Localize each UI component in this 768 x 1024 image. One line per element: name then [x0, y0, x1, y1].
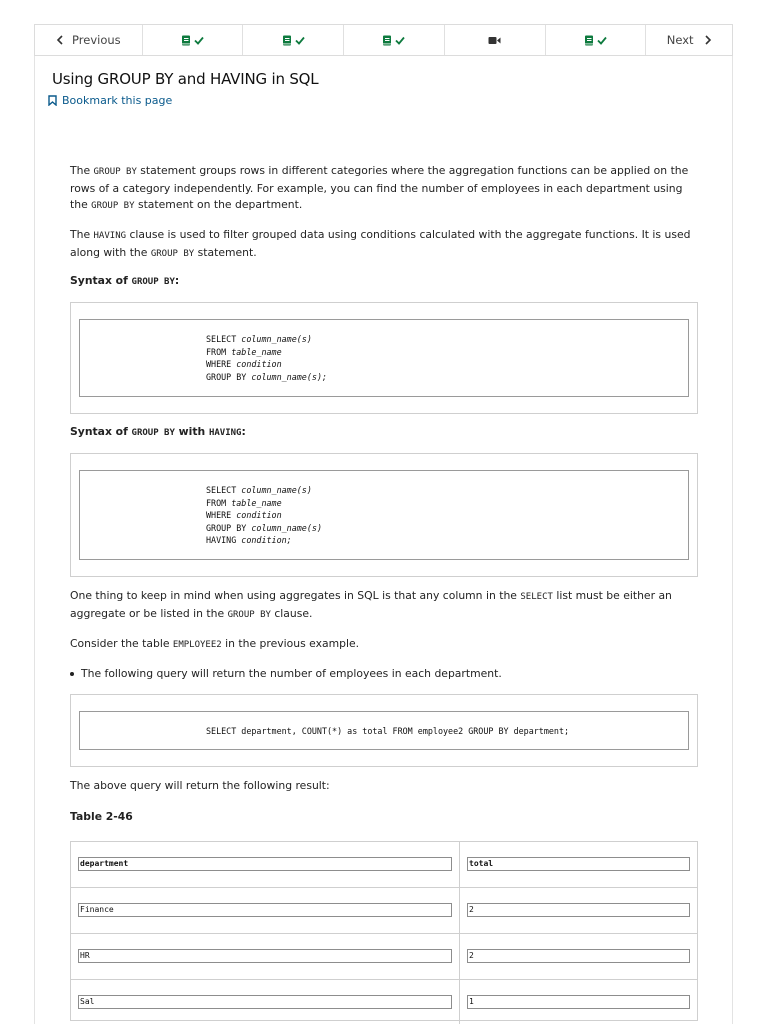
previous-button[interactable]	[35, 25, 143, 55]
bookmark-button[interactable]	[48, 94, 172, 107]
chevron-left-icon	[56, 35, 64, 45]
bullet-dot	[70, 672, 74, 676]
paragraph-result-intro: The above query will return the following result:	[70, 779, 330, 792]
table-row	[71, 980, 697, 1024]
inline-code: HAVING	[93, 231, 127, 241]
paragraph-aggregates-note: One thing to keep in mind when using aggregates in SQL is that any column in the SELECT list must be either an aggregate or be listed in the GROUP BY clause.	[70, 589, 672, 620]
syntax-group-by-heading: Syntax of GROUP BY:	[70, 274, 180, 287]
page-title: Using GROUP BY and HAVING in SQL	[52, 70, 319, 88]
unit-tab-3[interactable]	[344, 25, 445, 55]
unit-tab-2[interactable]	[243, 25, 344, 55]
code-block-group-by	[70, 302, 698, 414]
sequence-nav	[34, 24, 733, 56]
table-caption: Table 2-46	[70, 810, 133, 823]
code-text: SELECT column_name(s) FROM table_name WHERE condition GROUP BY column_name(s);	[206, 334, 328, 382]
table-header-row	[71, 842, 697, 888]
table-header-cell: total	[467, 857, 690, 871]
table-cell: Sal	[78, 995, 452, 1009]
book-icon	[282, 35, 292, 46]
check-icon	[194, 36, 204, 45]
paragraph-group-by: The GROUP BY statement groups rows in different categories where the aggregation functions can be applied on the rows of a category independently. For example, you can find the number of employees in each department using the GROUP BY statement on the department.	[70, 164, 689, 211]
result-table	[70, 841, 698, 1021]
table-cell: 2	[467, 949, 690, 963]
check-icon	[395, 36, 405, 45]
next-button[interactable]	[646, 25, 732, 55]
table-cell: Finance	[78, 903, 452, 917]
code-text: SELECT column_name(s) FROM table_name WHERE condition GROUP BY column_name(s) HAVING condition;	[206, 485, 322, 545]
book-icon	[181, 35, 191, 46]
bookmark-icon	[48, 95, 57, 106]
unit-tab-5[interactable]	[546, 25, 647, 55]
next-label: Next	[666, 33, 694, 47]
code-text: SELECT department, COUNT(*) as total FROM employee2 GROUP BY department;	[206, 726, 570, 736]
table-cell: 1	[467, 995, 690, 1009]
syntax-having-heading: Syntax of GROUP BY with HAVING:	[70, 425, 246, 438]
code-block-having	[70, 453, 698, 577]
paragraph-consider-table: Consider the table EMPLOYEE2 in the previous example.	[70, 637, 360, 650]
paragraph-having: The HAVING clause is used to filter grouped data using conditions calculated with the aggregate functions. It is used along with the GROUP BY statement.	[70, 228, 691, 259]
table-row	[71, 888, 697, 934]
code-block-query	[70, 694, 698, 767]
inline-code: GROUP BY	[93, 167, 137, 177]
table-header-cell: department	[78, 857, 452, 871]
table-cell: HR	[78, 949, 452, 963]
unit-tab-1[interactable]	[143, 25, 244, 55]
chevron-right-icon	[704, 35, 712, 45]
inline-code: GROUP BY	[150, 248, 195, 259]
book-icon	[584, 35, 594, 46]
check-icon	[597, 36, 607, 45]
list-item: The following query will return the number of employees in each department.	[70, 666, 502, 683]
bookmark-label: Bookmark this page	[62, 94, 173, 107]
inline-code: GROUP BY	[91, 201, 135, 211]
table-cell: 2	[467, 903, 690, 917]
unit-tab-4[interactable]	[445, 25, 546, 55]
table-row	[71, 934, 697, 980]
video-icon	[488, 36, 501, 45]
book-icon	[382, 35, 392, 46]
check-icon	[295, 36, 305, 45]
previous-label: Previous	[72, 33, 121, 47]
